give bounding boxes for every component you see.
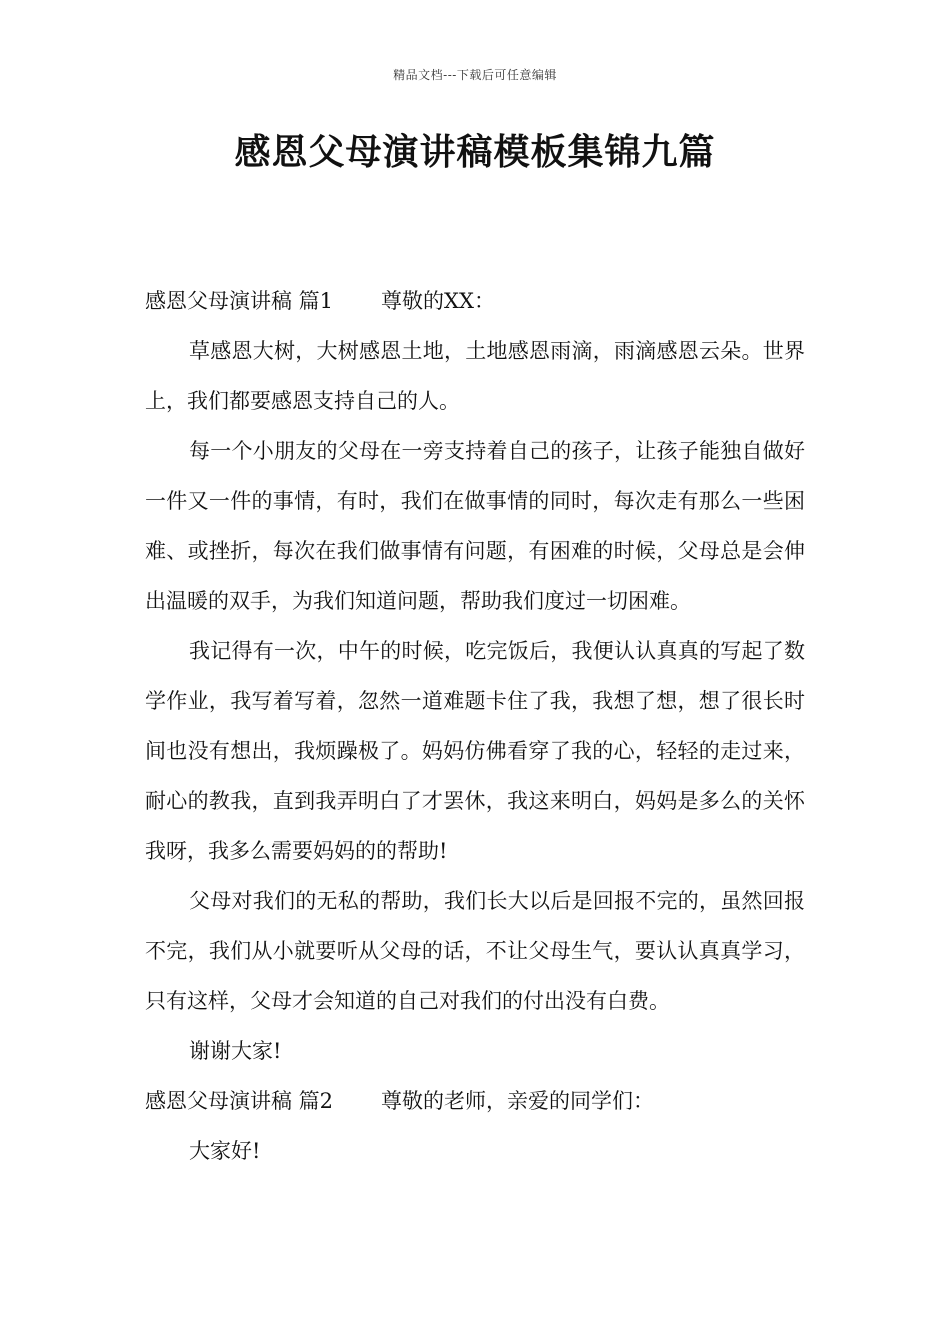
page-header: 精品文档---下载后可任意编辑 [393, 68, 557, 82]
document-title: 感恩父母演讲稿模板集锦九篇 [234, 132, 716, 173]
section-1-heading: 感恩父母演讲稿 篇1 [145, 289, 334, 313]
paragraph: 我记得有一次，中午的时候，吃完饭后，我便认认真真的写起了数学作业，我写着写着，忽然一道难题卡住了我，我想了想，想了很长时间也没有想出，我烦躁极了。妈妈仿佛看穿了我的心，轻轻的走过来，耐心的教我，直到我弄明白了才罢休，我这来明白，妈妈是多么的关怀我呀，我多么需要妈妈的的帮助! [145, 639, 805, 863]
section-2-heading-line [145, 1076, 805, 1126]
greeting-line: 大家好! [189, 1139, 261, 1163]
paragraph: 草感恩大树，大树感恩土地，土地感恩雨滴，雨滴感恩云朵。世界上，我们都要感恩支持自己的人。 [145, 339, 805, 413]
paragraph: 父母对我们的无私的帮助，我们长大以后是回报不完的，虽然回报不完，我们从小就要听从父母的话，不让父母生气，要认认真真学习，只有这样，父母才会知道的自己对我们的付出没有白费。 [145, 889, 805, 1013]
document-body [145, 276, 805, 1176]
section-2-salutation: 尊敬的老师，亲爱的同学们： [381, 1089, 655, 1113]
section-1-salutation: 尊敬的XX： [381, 289, 495, 313]
paragraph: 每一个小朋友的父母在一旁支持着自己的孩子，让孩子能独自做好一件又一件的事情，有时，我们在做事情的同时，每次走有那么一些困难、或挫折，每次在我们做事情有问题，有困难的时候，父母总是会伸出温暖的双手，为我们知道问题，帮助我们度过一切困难。 [145, 439, 805, 613]
section-2-heading: 感恩父母演讲稿 篇2 [145, 1089, 334, 1113]
section-1-heading-line [145, 276, 805, 326]
closing-line: 谢谢大家! [189, 1039, 282, 1063]
